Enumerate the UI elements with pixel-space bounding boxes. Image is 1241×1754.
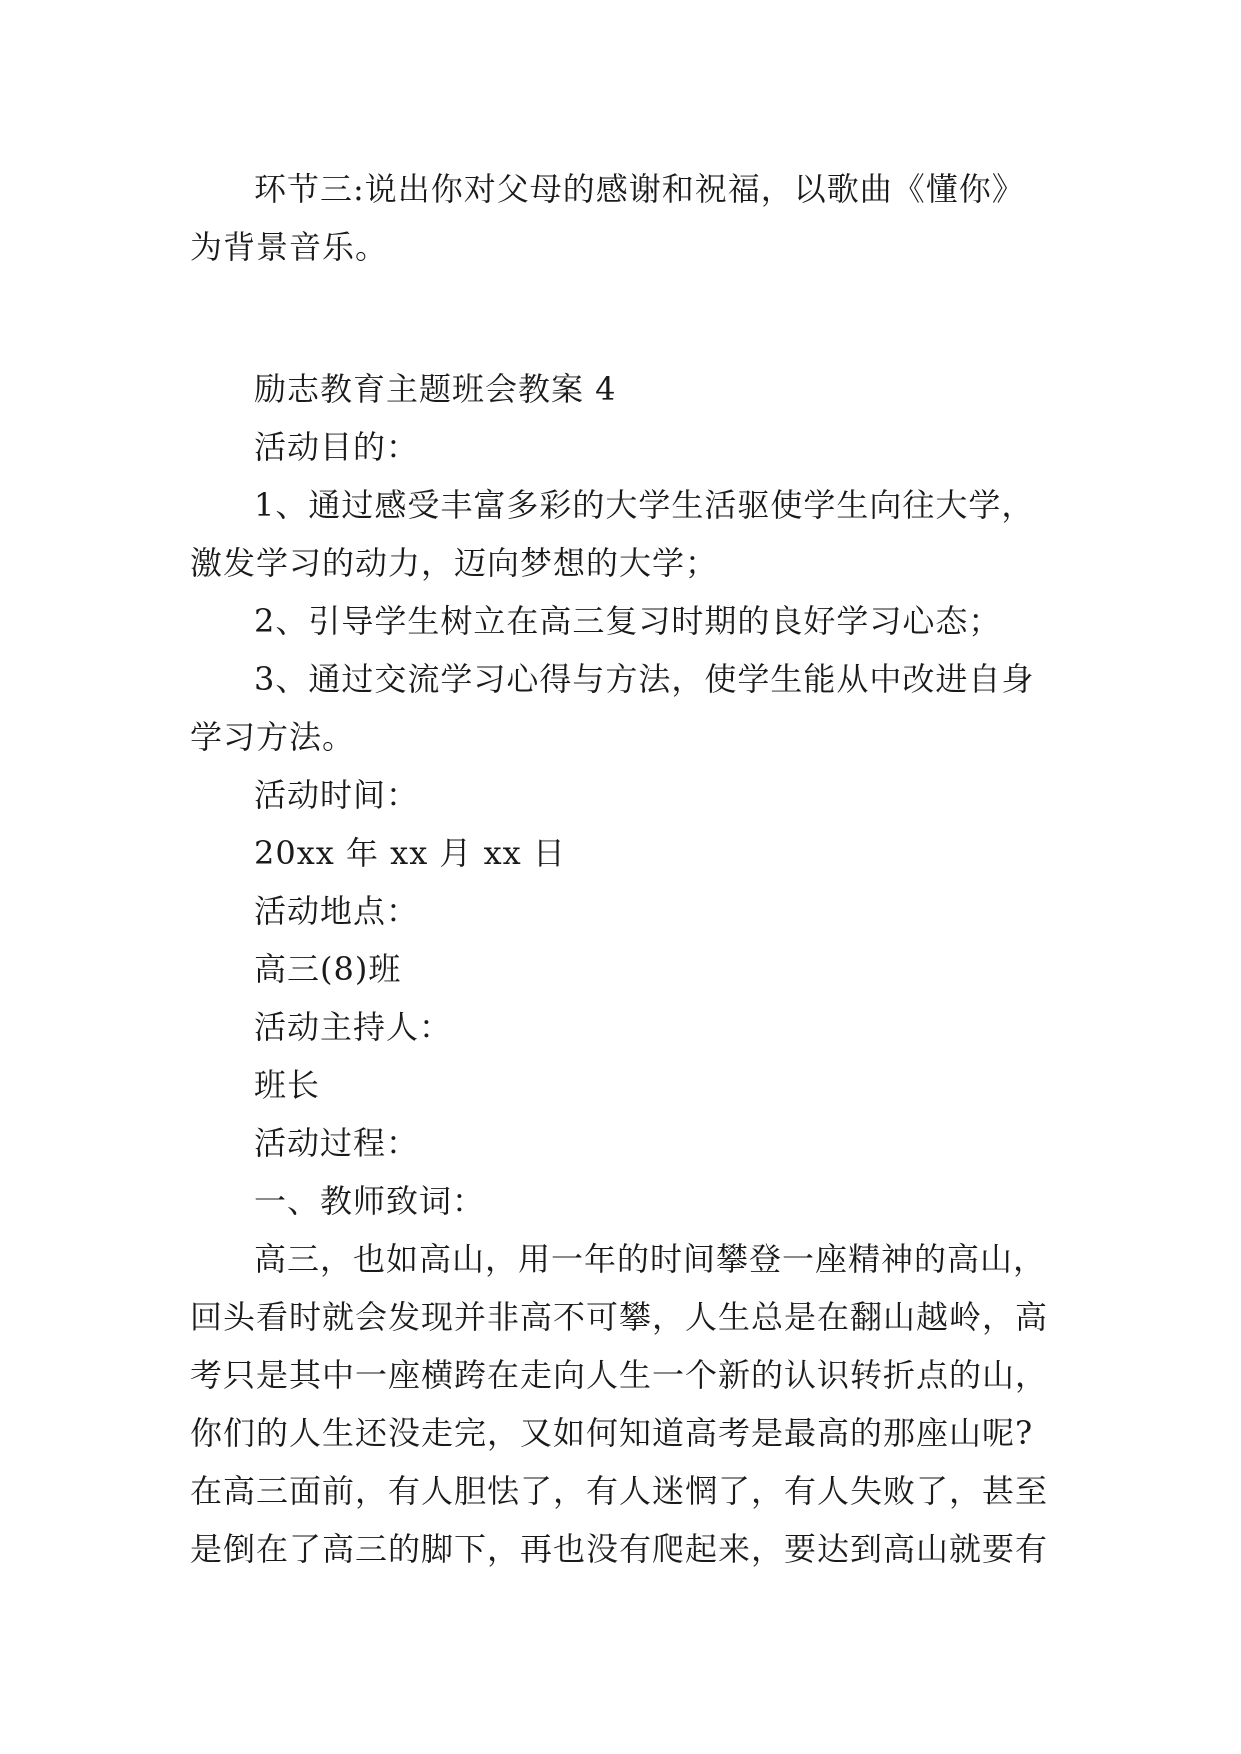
text-line: 励志教育主题班会教案 4 (254, 370, 617, 408)
heading-activity-process (190, 1114, 1240, 1172)
document-body (190, 160, 1240, 1578)
paragraph-segment-three (190, 160, 1240, 276)
text-line: 激发学习的动力，迈向梦想的大学； (190, 544, 719, 582)
text-line: 一、教师致词： (254, 1182, 486, 1220)
text-line: 活动主持人： (254, 1008, 453, 1046)
heading-activity-host (190, 998, 1240, 1056)
activity-host (190, 1056, 1240, 1114)
purpose-item-2 (190, 592, 1240, 650)
teacher-speech-body (190, 1230, 1240, 1578)
heading-activity-location (190, 882, 1240, 940)
activity-date (190, 824, 1240, 882)
text-line: 20xx 年 xx 月 xx 日 (254, 834, 566, 872)
text-line: 是倒在了高三的脚下，再也没有爬起来，要达到高山就要有 (190, 1530, 1049, 1568)
text-line: 为背景音乐。 (190, 228, 389, 266)
heading-activity-purpose (190, 418, 1240, 476)
text-line: 你们的人生还没走完，又如何知道高考是最高的那座山呢? (190, 1414, 1034, 1452)
text-line: 考只是其中一座横跨在走向人生一个新的认识转折点的山， (190, 1356, 1049, 1394)
heading-activity-time (190, 766, 1240, 824)
purpose-item-1 (190, 476, 1240, 592)
section-title (190, 360, 1240, 418)
activity-location (190, 940, 1240, 998)
text-line: 高三，也如高山，用一年的时间攀登一座精神的高山， (254, 1240, 1047, 1278)
text-line: 活动时间： (254, 776, 420, 814)
text-line: 班长 (254, 1066, 321, 1104)
text-line: 在高三面前，有人胆怯了，有人迷惘了，有人失败了，甚至 (190, 1472, 1049, 1510)
text-line: 1、通过感受丰富多彩的大学生活驱使学生向往大学， (254, 486, 1035, 524)
text-line: 3、通过交流学习心得与方法，使学生能从中改进自身 (254, 660, 1035, 698)
text-line: 回头看时就会发现并非高不可攀，人生总是在翻山越岭，高 (190, 1298, 1049, 1336)
text-line: 学习方法。 (190, 718, 356, 756)
text-line: 活动目的： (254, 428, 420, 466)
text-line: 活动地点： (254, 892, 420, 930)
text-line: 高三(8)班 (254, 950, 402, 988)
spacer (190, 276, 1240, 360)
text-line: 2、引导学生树立在高三复习时期的良好学习心态； (254, 602, 1002, 640)
heading-teacher-speech (190, 1172, 1240, 1230)
text-line: 活动过程： (254, 1124, 420, 1162)
text-line: 环节三:说出你对父母的感谢和祝福，以歌曲《懂你》 (254, 170, 1025, 208)
purpose-item-3 (190, 650, 1240, 766)
